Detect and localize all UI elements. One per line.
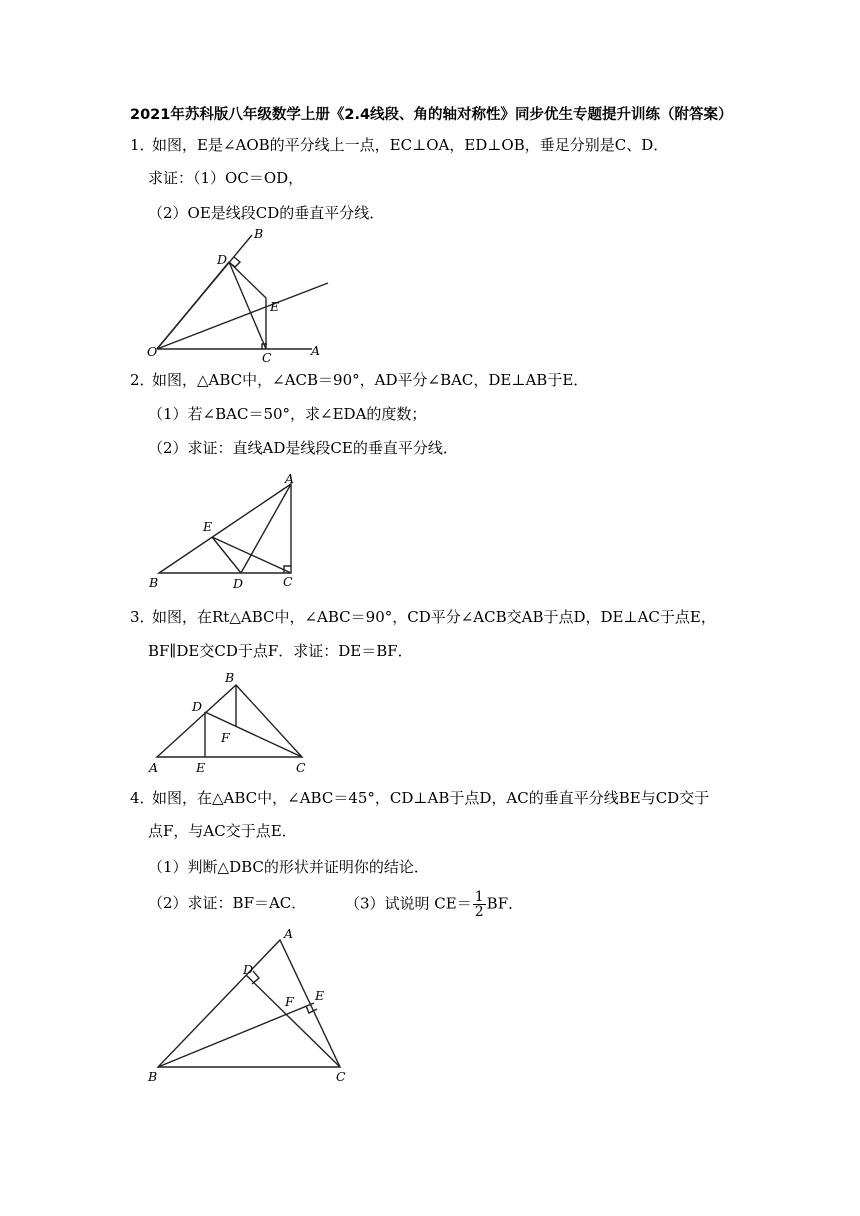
- problem-3-statement-cont: BF∥DE交CD于点F．求证：DE＝BF．: [148, 642, 413, 660]
- problem-2-part-1: （1）若∠BAC＝50°，求∠EDA的度数；: [148, 405, 427, 423]
- fig1-label-e: E: [270, 299, 280, 314]
- fig2-label-a: A: [285, 471, 295, 486]
- fig3-label-c: C: [296, 760, 306, 775]
- fig3-label-a: A: [149, 760, 159, 775]
- problem-2-part-2: （2）求证：直线AD是线段CE的垂直平分线．: [148, 439, 458, 457]
- fig2-label-b: B: [149, 575, 159, 590]
- problem-1-number: 1．: [130, 136, 155, 154]
- fig1-label-b: B: [254, 226, 264, 241]
- problem-2-statement: 如图，△ABC中，∠ACB＝90°，AD平分∠BAC，DE⊥AB于E．: [152, 371, 589, 389]
- problem-4-part-1: （1）判断△DBC的形状并证明你的结论．: [148, 858, 429, 876]
- problem-2-figure: [140, 465, 310, 595]
- fig4-label-b: B: [148, 1069, 158, 1084]
- fig4-label-d: D: [243, 962, 254, 977]
- page-title: 2021年苏科版八年级数学上册《2.4线段、角的轴对称性》同步优生专题提升训练（附答案）: [130, 107, 733, 123]
- fraction-denominator: 2: [474, 904, 484, 920]
- fraction-numerator: 1: [474, 889, 484, 905]
- problem-4-statement-cont: 点F，与AC交于点E．: [148, 822, 297, 840]
- fig4-label-f: F: [285, 994, 294, 1009]
- problem-4-part-3-suffix: BF．: [486, 894, 524, 913]
- problem-4-part-3-prefix: （3）试说明 CE＝: [345, 894, 472, 913]
- problem-4-part-2: （2）求证：BF＝AC．: [148, 894, 307, 912]
- problem-1-part-2: （2）OE是线段CD的垂直平分线．: [148, 204, 385, 222]
- problem-4-figure: [140, 925, 360, 1085]
- fig3-label-f: F: [221, 730, 230, 745]
- fig4-label-c: C: [336, 1069, 346, 1084]
- fig1-label-a: A: [311, 343, 321, 358]
- fig3-label-d: D: [192, 699, 203, 714]
- problem-1-part-1: 求证：（1）OC＝OD，: [148, 169, 304, 187]
- problem-4-number: 4．: [130, 789, 155, 807]
- problem-3-figure: [140, 667, 320, 777]
- fig2-label-d: D: [233, 576, 244, 591]
- problem-2-number: 2．: [130, 371, 155, 389]
- fig2-label-e: E: [203, 519, 213, 534]
- fig1-label-d: D: [217, 252, 228, 267]
- fig2-label-c: C: [283, 574, 293, 589]
- problem-1-figure: [140, 225, 340, 365]
- problem-3-statement: 如图，在Rt△ABC中，∠ABC＝90°，CD平分∠ACB交AB于点D，DE⊥AC于点E，: [152, 608, 716, 626]
- problem-4-part-3: [345, 890, 523, 919]
- fig4-label-a: A: [284, 926, 294, 941]
- problem-4-statement: 如图，在△ABC中，∠ABC＝45°，CD⊥AB于点D，AC的垂直平分线BE与CD交于: [152, 789, 710, 807]
- fig3-label-b: B: [225, 670, 235, 685]
- problem-3-number: 3．: [130, 608, 155, 626]
- problem-1-statement: 如图，E是∠AOB的平分线上一点，EC⊥OA，ED⊥OB，垂足分别是C、D．: [152, 136, 669, 154]
- fig1-label-c: C: [262, 350, 272, 365]
- fig4-label-e: E: [315, 988, 325, 1003]
- one-half-fraction: [473, 890, 486, 919]
- fig1-label-o: O: [147, 344, 158, 359]
- fig3-label-e: E: [196, 760, 206, 775]
